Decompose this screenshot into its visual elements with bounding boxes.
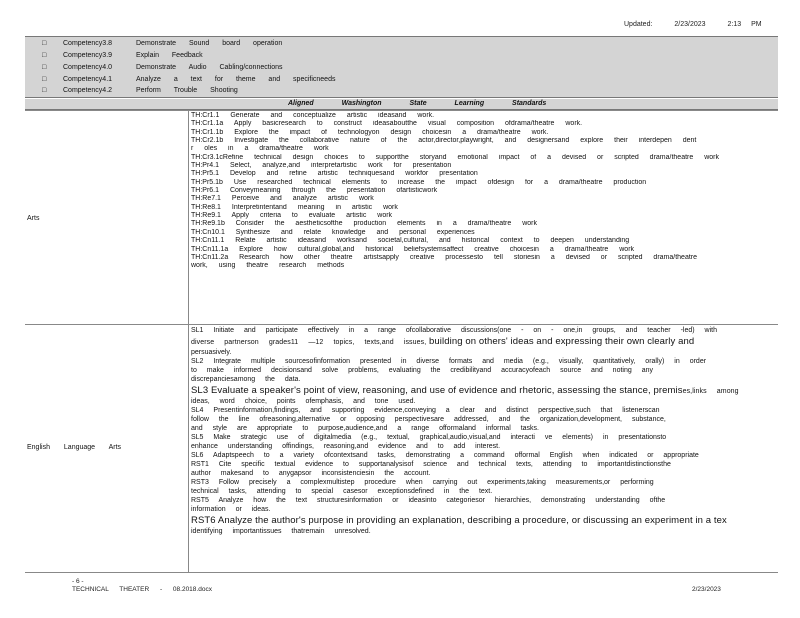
standard-line: and style are appropriate to purpose,audience,and a range offormaland informal tasks.	[191, 425, 539, 432]
competency-desc: Demonstrate Sound board operation	[136, 40, 283, 47]
checkbox-icon: □	[42, 40, 47, 47]
checkbox-icon: □	[42, 76, 47, 83]
standard-line	[191, 384, 776, 397]
standards-header-text: Aligned Washington State Learning Standards	[288, 100, 547, 107]
standard-line-text: es,links among	[682, 388, 739, 395]
standard-line: TH:Cn11.2a Research how other theatre artistsapply creative processesto tell storiesin a devised or scripted drama/theatre	[191, 253, 697, 261]
standard-line: TH:Cr1.1a Apply basicresearch to construct ideasaboutthe visual composition ofdrama/theatre work.	[191, 120, 583, 128]
table-row	[25, 111, 778, 325]
standard-line: author makesand to anygapsor inconsistenciesin the account.	[191, 470, 431, 477]
standard-line: TH:Cr2.1b Investigate the collaborative nature of the actor,director,playwright, and designersand explore their interdepen dent	[191, 137, 697, 145]
standard-line: information or ideas.	[191, 506, 271, 513]
standard-line: RST3 Follow precisely a complexmultistep procedure when carrying out experiments,taking measurements,or performing	[191, 479, 654, 486]
standard-line: TH:Pr6.1 Conveymeaning through the presentation ofartisticwork	[191, 187, 438, 195]
competency-code: Competency4.2	[63, 87, 113, 94]
standard-line: TH:Cn11.1 Relate artistic ideasand worksand societal,cultural, and historical context to deepen understanding	[191, 237, 630, 245]
competency-code: Competency3.9	[63, 52, 113, 59]
standard-line: TH:Re8.1 Interpretintentand meaning in artistic work	[191, 203, 398, 211]
competency-desc: Demonstrate Audio Cabling/connections	[136, 64, 283, 71]
standard-line: r oles in a drama/theatre work	[191, 145, 329, 153]
standard-line: technical tasks, attending to special casesor exceptionsdefined in the text.	[191, 488, 493, 495]
standard-line-emphasis: SL3 Evaluate a speaker's point of view, reasoning, and use of evidence and rhetoric, assessing the stance, premis	[191, 385, 683, 396]
standard-line: RST5 Analyze how the text structuresinformation or ideasinto categoriesor hierarchies, demonstrating understanding ofthe	[191, 497, 666, 504]
updated-date: 2/23/2023	[674, 21, 706, 28]
standard-line: RST6 Analyze the author's purpose in providing an explanation, describing a procedure, or discussing an experiment in a tex	[191, 515, 727, 526]
column-divider	[188, 325, 189, 572]
checkbox-icon: □	[42, 64, 47, 71]
standard-line-text: diverse partnerson grades11 —12 topics, texts,and issues,	[191, 339, 427, 346]
standard-line: TH:Re9.1b Consider the aestheticsofthe production elements in a drama/theatre work	[191, 220, 537, 228]
standard-line: identifying importantissues thatremain unresolved.	[191, 528, 371, 535]
updated-label: Updated:	[624, 21, 653, 28]
standard-line: persuasively.	[191, 349, 232, 356]
standard-line: TH:Cr1.1b Explore the impact of technologyon design choicesin a drama/theatre work.	[191, 128, 549, 136]
subject-cell: English Language Arts	[27, 444, 122, 451]
standard-line: SL4 Presentinformation,findings, and supporting evidence,conveying a clear and distinct perspective,such that listenerscan	[191, 407, 660, 414]
updated-ampm: PM	[751, 21, 762, 28]
standard-line: SL2 Integrate multiple sourcesofinformation presented in diverse formats and media (e.g., visually, quantitatively, orally) in order	[191, 358, 707, 365]
standard-line: RST1 Cite specific textual evidence to supportanalysisof science and technical texts, attending to importantdistinctionsthe	[191, 461, 671, 468]
standard-line: work, using theatre research methods	[191, 262, 345, 270]
checkbox-icon: □	[42, 52, 47, 59]
standard-line: TH:Cr3.1cRefine technical design choices to supportthe storyand emotional impact of a devised or scripted drama/theatre work	[191, 153, 719, 161]
standard-line: ideas, word choice, points ofemphasis, and tone used.	[191, 398, 416, 405]
standard-line: TH:Pr5.1 Develop and refine artistic techniquesand workfor presentation	[191, 170, 478, 178]
subject-cell: Arts	[27, 215, 40, 222]
competency-code: Competency3.8	[63, 40, 113, 47]
competency-desc: Explain Feedback	[136, 52, 203, 59]
standard-line: TH:Pr4.1 Select, analyze,and interpretartistic work for presentation	[191, 162, 452, 170]
footer	[72, 578, 212, 594]
standard-line: SL5 Make strategic use of digitalmedia (e.g., textual, graphical,audio,visual,and interacti ve elements) in presentationsto	[191, 434, 667, 441]
standard-line: TH:Cn11.1a Explore how cultural,global,and historical beliefsystemsaffect creative choicesin a drama/theatre work	[191, 245, 635, 253]
standard-line: TH:Cr1.1 Generate and conceptualize artistic ideasand work.	[191, 112, 435, 119]
standard-line: TH:Re7.1 Perceive and analyze artistic work	[191, 195, 374, 203]
footer-date: 2/23/2023	[692, 586, 721, 593]
standard-line: TH:Pr5.1b Use researched technical elements to increase the impact ofdesign for a drama/theatre production	[191, 178, 647, 186]
standard-line: to make informed decisionsand solve problems, evaluating the credibilityand accuracyofeach source and noting any	[191, 367, 653, 374]
competency-code: Competency4.1	[63, 76, 113, 83]
standard-line: discrepanciesamong the data.	[191, 376, 301, 383]
standard-line: SL1 Initiate and participate effectively in a range ofcollaborative discussions(one - on - one,in groups, and teacher -led) with	[191, 327, 717, 334]
standard-line	[191, 335, 776, 348]
standards-table	[25, 110, 778, 573]
competency-code: Competency4.0	[63, 64, 113, 71]
checkbox-icon: □	[42, 87, 47, 94]
standards-cell	[191, 112, 776, 271]
page-number: - 6 -	[72, 578, 84, 585]
standard-line: enhance understanding offindings, reasoning,and evidence and to add interest.	[191, 443, 501, 450]
standard-line: TH:Re9.1 Apply criteria to evaluate artistic work	[191, 212, 393, 220]
standard-line: SL6 Adaptspeech to a variety ofcontextsand tasks, demonstrating a command offormal English when indicated or appropriate	[191, 452, 699, 459]
file-name: TECHNICAL THEATER - 08.2018.docx	[72, 586, 212, 593]
competency-desc: Analyze a text for theme and specificneeds	[136, 76, 336, 83]
standards-header	[25, 99, 778, 110]
column-divider	[188, 111, 189, 324]
table-row	[25, 325, 778, 573]
standard-line-emphasis: building on others' ideas and expressing their own clearly and	[429, 336, 695, 347]
standards-cell	[191, 326, 776, 536]
standard-line: follow the line ofreasoning,alternative or opposing perspectivesare addressed, and the organization,development, substance,	[191, 416, 666, 423]
standard-line: TH:Cn10.1 Synthesize and relate knowledge and personal experiences	[191, 228, 475, 236]
updated-time: 2:13	[727, 21, 742, 28]
competency-desc: Perform Trouble Shooting	[136, 87, 238, 94]
competency-list	[25, 36, 778, 98]
updated-stamp	[624, 21, 762, 28]
